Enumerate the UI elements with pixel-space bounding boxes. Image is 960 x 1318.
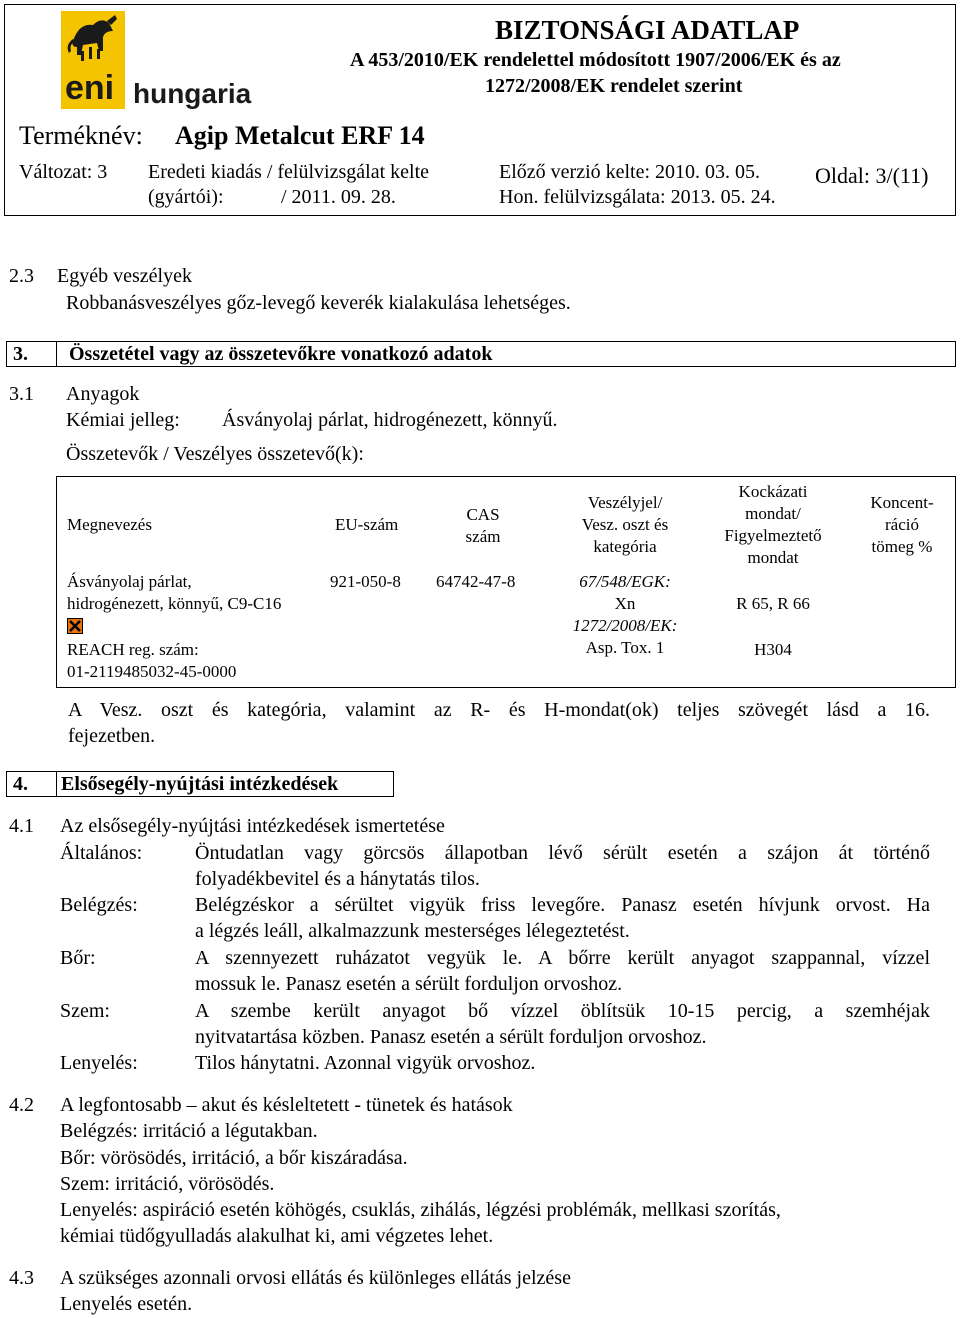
first-aid-text-ingestion-1: Tilos hánytatni. Azonnal vigyük orvoshoz.: [195, 1052, 536, 1074]
document-header: [4, 4, 956, 216]
original-issue-date: / 2011. 09. 28.: [281, 186, 396, 208]
original-issue-label-1: Eredeti kiadás / felülvizsgálat kelte: [148, 161, 429, 183]
section-3-1-number: 3.1: [9, 383, 34, 405]
col-header-symbol-2: Vesz. oszt és: [581, 515, 669, 534]
page-number: Oldal: 3/(11): [815, 163, 929, 188]
product-name: Agip Metalcut ERF 14: [175, 121, 425, 150]
row-cas-number: 64742-47-8: [436, 572, 516, 591]
first-aid-label-skin: Bőr:: [60, 947, 96, 969]
col-header-cas-2: szám: [465, 527, 501, 546]
section-4-1-number: 4.1: [9, 815, 34, 837]
previous-version-date: Előző verzió kelte: 2010. 03. 05.: [499, 161, 761, 183]
first-aid-text-eye-2: nyitvatartása közben. Panasz esetén a sérült forduljon orvoshoz.: [195, 1026, 707, 1048]
components-label: Összetevők / Veszélyes összetevő(k):: [66, 443, 364, 465]
section-3-heading: [6, 341, 956, 367]
first-aid-text-skin-1: A szennyezett ruházatot vegyük le. A bőrre került anyagot szappannal, vízzel: [195, 947, 930, 969]
logo-sub-text: hungaria: [133, 78, 252, 109]
hungarian-revision-date: Hon. felülvizsgálata: 2013. 05. 24.: [499, 186, 776, 208]
row-reach-line-1: REACH reg. szám:: [67, 640, 199, 659]
col-header-conc-1: Koncent-: [870, 493, 934, 512]
row-name-line-1: Ásványolaj párlat,: [67, 572, 192, 591]
row-symbol-line-3: 1272/2008/EK:: [572, 616, 678, 635]
first-aid-label-general: Általános:: [60, 842, 143, 864]
col-header-conc-2: ráció: [885, 515, 919, 534]
row-symbol-line-2: Xn: [614, 594, 636, 613]
section-4-3-number: 4.3: [9, 1267, 34, 1289]
first-aid-label-ingestion: Lenyelés:: [60, 1052, 138, 1074]
col-header-name: Megnevezés: [67, 515, 152, 534]
col-header-risk-3: Figyelmeztető: [724, 526, 822, 545]
first-aid-text-inhalation-1: Belégzéskor a sérültet vigyük friss levegőre. Panasz esetén hívjunk orvost. Ha: [195, 894, 930, 916]
first-aid-label-inhalation: Belégzés:: [60, 894, 138, 916]
col-header-cas-1: CAS: [466, 505, 500, 524]
section-4-heading: [6, 771, 394, 797]
first-aid-label-eye: Szem:: [60, 1000, 110, 1022]
regulation-line-1: A 453/2010/EK rendelettel módosított 1907/2006/EK és az: [350, 49, 841, 71]
col-header-conc-3: tömeg %: [871, 537, 933, 556]
row-symbol-line-1: 67/548/EGK:: [579, 572, 671, 591]
first-aid-text-general-2: folyadékbevitel és a hánytatás tilos.: [195, 868, 480, 890]
first-aid-text-general-1: Öntudatlan vagy görcsös állapotban lévő sérült esetén a szájon át történő: [195, 842, 930, 864]
row-eu-number: 921-050-8: [330, 572, 401, 591]
version-label: Változat: 3: [19, 161, 108, 183]
row-symbol-line-4: Asp. Tox. 1: [585, 638, 665, 657]
section-4-title: Elsősegély-nyújtási intézkedések: [61, 773, 339, 795]
section-3-number: 3.: [7, 342, 57, 366]
section-4-3-text: Lenyelés esetén.: [60, 1293, 193, 1315]
col-header-risk-1: Kockázati: [738, 482, 808, 501]
document-title: BIZTONSÁGI ADATLAP: [495, 15, 800, 45]
first-aid-text-eye-1: A szembe került anyagot bő vízzel öblítsük 10-15 percig, a szemhéjak: [195, 1000, 930, 1022]
symptom-line-4: Lenyelés: aspiráció esetén köhögés, csuklás, zihálás, légzési problémák, mellkasi szorítás,: [60, 1199, 781, 1221]
section-4-2-title: A legfontosabb – akut és késleltetett - tünetek és hatások: [60, 1094, 513, 1116]
table-note-line-2: fejezetben.: [68, 725, 156, 747]
six-legged-dog-icon: [59, 11, 259, 111]
symptom-line-2: Bőr: vörösödés, irritáció, a bőr kiszáradása.: [60, 1147, 408, 1169]
section-2-3-text: Robbanásveszélyes gőz-levegő keverék kialakulása lehetséges.: [66, 292, 571, 314]
product-label: Terméknév:: [19, 121, 143, 150]
symptom-line-5: kémiai tüdőgyulladás alakulhat ki, ami végzetes lehet.: [60, 1225, 494, 1247]
col-header-symbol-3: kategória: [593, 537, 657, 556]
col-header-risk-4: mondat: [747, 548, 799, 567]
section-2-3-number: 2.3: [9, 265, 34, 287]
symptom-line-3: Szem: irritáció, vörösödés.: [60, 1173, 275, 1195]
first-aid-text-inhalation-2: a légzés leáll, alkalmazzunk mesterséges lélegeztetést.: [195, 920, 630, 942]
row-risk-phrases: R 65, R 66: [736, 594, 810, 613]
section-3-1-title: Anyagok: [66, 383, 140, 405]
row-reach-line-2: 01-2119485032-45-0000: [67, 662, 237, 681]
logo-brand-text: eni: [65, 69, 115, 107]
table-note-line-1: A Vesz. oszt és kategória, valamint az R- és H-mondat(ok) teljes szövegét lásd a 16.: [68, 699, 930, 721]
col-header-eu: EU-szám: [335, 515, 399, 534]
chemical-nature-value: Ásványolaj párlat, hidrogénezett, könnyű.: [222, 409, 558, 431]
row-name-line-2: hidrogénezett, könnyű, C9-C16: [67, 594, 282, 613]
col-header-symbol-1: Veszélyjel/: [587, 493, 663, 512]
section-2-3-title: Egyéb veszélyek: [57, 265, 192, 287]
section-4-number: 4.: [7, 772, 57, 796]
first-aid-text-skin-2: mossuk le. Panasz esetén a sérült forduljon orvoshoz.: [195, 973, 623, 995]
section-4-1-title: Az elsősegély-nyújtási intézkedések ismertetése: [60, 815, 445, 837]
harmful-x-icon: [67, 618, 83, 634]
section-3-title: Összetétel vagy az összetevőkre vonatkozó adatok: [69, 343, 493, 365]
section-4-3-title: A szükséges azonnali orvosi ellátás és különleges ellátás jelzése: [60, 1267, 571, 1289]
col-header-risk-2: mondat/: [745, 504, 801, 523]
regulation-line-2: 1272/2008/EK rendelet szerint: [485, 75, 743, 97]
symptom-line-1: Belégzés: irritáció a légutakban.: [60, 1120, 318, 1142]
eni-logo: [59, 11, 259, 111]
chemical-nature-label: Kémiai jelleg:: [66, 409, 180, 431]
original-issue-label-2: (gyártói):: [148, 186, 224, 208]
section-4-2-number: 4.2: [9, 1094, 34, 1116]
row-hazard-statement: H304: [754, 640, 792, 659]
